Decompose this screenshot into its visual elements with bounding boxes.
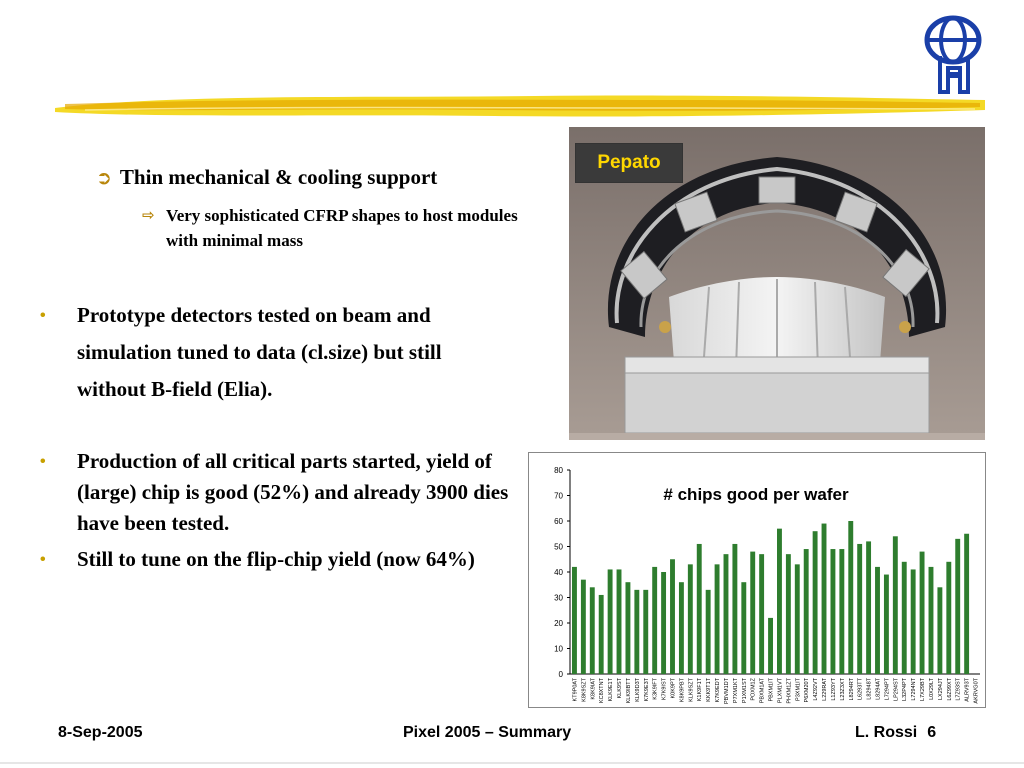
bullet-text: Production of all critical parts started, yield of (large) chip is good (52%) and already 3900 dies have been tested. <box>77 449 509 535</box>
y-tick-label: 50 <box>554 542 563 552</box>
x-tick-label: KLK9ST <box>617 678 624 699</box>
bar-KT9P0AT <box>572 567 577 674</box>
chart-title: # chips good per wafer <box>663 485 849 504</box>
x-tick-label: KT9P0AT <box>572 678 579 702</box>
x-tick-label: L23Z3XT <box>839 678 846 701</box>
x-tick-label: L4Z92VT <box>813 678 820 701</box>
bar-P6XM20T <box>804 549 809 674</box>
footer-author: L. Rossi <box>855 724 918 741</box>
bar-L7294NT <box>911 569 916 674</box>
bar-K8K9PBT <box>679 582 684 674</box>
bar-KKK9T1T <box>706 590 711 674</box>
x-tick-label: KC8XTNT <box>599 678 606 704</box>
x-tick-label: K8K9IAT <box>590 678 597 700</box>
bullet-text: Still to tune on the flip-chip yield (now 64%) <box>77 547 475 571</box>
x-tick-label: P1XM1ST <box>741 678 748 704</box>
bar-K7K9IST <box>661 572 666 674</box>
x-tick-label: L229RAT <box>822 678 829 701</box>
x-tick-label: L7Z93ST <box>955 678 962 701</box>
y-tick-label: 40 <box>554 568 563 577</box>
bar-PBVM1DT <box>724 554 729 674</box>
bar-KC8XTNT <box>599 595 604 674</box>
bar-KLK9SZT <box>688 564 693 674</box>
x-tick-label: K7K9E3T <box>643 678 650 702</box>
header-brush-stroke <box>55 88 985 122</box>
x-tick-label: L8294RT <box>848 678 855 701</box>
x-tick-label: K1K9F1T <box>697 678 704 702</box>
bar-L6Z99XT <box>946 562 951 674</box>
bar-K8K9SZT <box>581 580 586 674</box>
bar-K0K9PT <box>670 559 675 674</box>
bar-L0X29LT <box>929 567 934 674</box>
sub-bullet-heading <box>96 165 536 190</box>
bar-K8K9IAT <box>590 587 595 674</box>
bar-P7XM1KT <box>732 544 737 674</box>
bar-L32P4PT <box>902 562 907 674</box>
y-tick-label: 20 <box>554 619 563 628</box>
y-tick-label: 60 <box>554 517 563 526</box>
cern-logo-icon <box>918 10 988 96</box>
x-tick-label: LP294ST <box>893 678 900 701</box>
bar-L8294AT <box>875 567 880 674</box>
bar-PBXM1IT <box>768 618 773 674</box>
bullet-text: Prototype detectors tested on beam and simulation tuned to data (cl.size) but still without B-field (Elia). <box>77 303 442 401</box>
bar-L23Z3XT <box>839 549 844 674</box>
y-tick-label: 70 <box>554 491 563 501</box>
chips-per-wafer-chart <box>528 452 986 708</box>
outline-arrow-icon: ⇨ <box>142 206 155 224</box>
sub-bullet-text: Thin mechanical & cooling support <box>119 165 438 189</box>
bar-PBXM1AT <box>759 554 764 674</box>
x-tick-label: K8K9PBT <box>679 678 686 703</box>
footer-date: 8-Sep-2005 <box>58 724 143 741</box>
x-tick-label: L82948T <box>866 678 873 700</box>
x-tick-label: KKK9T1T <box>706 678 713 702</box>
bar-L8294RT <box>848 521 853 674</box>
curved-arrow-icon: ➲ <box>96 167 112 189</box>
x-tick-label: PBXM1IT <box>768 678 775 702</box>
bullet-dot-icon: • <box>40 551 46 568</box>
x-tick-label: P3XM1IT <box>795 678 802 701</box>
footer-title: Pixel 2005 – Summary <box>403 724 572 741</box>
x-tick-label: L0X29LT <box>928 678 935 700</box>
x-tick-label: K8K9SZT <box>581 678 588 702</box>
bar-K7K9E3T <box>643 590 648 674</box>
x-tick-label: PLXM1VT <box>777 678 784 704</box>
x-tick-label: KLK9IBTT <box>625 678 632 704</box>
x-tick-label: K0K9PT <box>670 678 677 699</box>
bar-P3XM1IT <box>795 564 800 674</box>
x-tick-label: P6XM20T <box>804 678 811 703</box>
bar-LX294JT <box>937 587 942 674</box>
sub-bullet-detail <box>142 203 522 253</box>
bar-L7294PT <box>884 575 889 674</box>
bar-L82948T <box>866 541 871 674</box>
bar-KLK9IBTT <box>625 582 630 674</box>
bullet-item <box>40 446 510 539</box>
x-tick-label: L1Z93YT <box>830 678 837 701</box>
x-tick-label: POXM1Z <box>750 678 757 701</box>
bar-KLK9E1T <box>608 569 613 674</box>
y-tick-label: 10 <box>554 644 563 654</box>
bar-L7Z93ST <box>955 539 960 674</box>
footer-author-page <box>855 724 936 742</box>
bullet-item <box>40 297 510 408</box>
x-tick-label: L6Z99XT <box>946 678 953 701</box>
x-tick-label: L6293TT <box>857 678 864 701</box>
bar-LP294ST <box>893 536 898 674</box>
footer-page-number: 6 <box>927 724 937 741</box>
photo-caption-label: Pepato <box>575 143 683 183</box>
x-tick-label: P7XM1KT <box>732 678 739 704</box>
bullet-dot-icon: • <box>40 307 46 324</box>
x-tick-label: L7294PT <box>884 678 891 701</box>
bar-K7K9EDT <box>715 564 720 674</box>
x-tick-label: L8294AT <box>875 678 882 700</box>
x-tick-label: L7X29BT <box>920 678 927 701</box>
bar-KLK9D3T <box>634 590 639 674</box>
bar-L229RAT <box>822 524 827 674</box>
y-tick-label: 80 <box>554 466 563 475</box>
bullet-item <box>40 544 510 575</box>
bar-L6293TT <box>857 544 862 674</box>
bar-K1K9F1T <box>697 544 702 674</box>
footer-divider <box>0 762 1024 764</box>
bar-L4Z92VT <box>813 531 818 674</box>
x-tick-label: KLK9D3T <box>634 678 641 702</box>
x-tick-label: KLK9E1T <box>608 678 615 702</box>
y-tick-label: 30 <box>554 593 563 603</box>
x-tick-label: ALRV93T <box>964 678 971 702</box>
bar-POXM1Z <box>750 552 755 674</box>
x-tick-label: PHXM1ZT <box>786 678 793 704</box>
x-tick-label: L32P4PT <box>902 678 909 701</box>
bar-PHXM1ZT <box>786 554 791 674</box>
sub-bullet-detail-text: Very sophisticated CFRP shapes to host modules with minimal mass <box>166 206 518 250</box>
x-tick-label: PBXM1AT <box>759 678 766 704</box>
bar-L7X29BT <box>920 552 925 674</box>
x-tick-label: L7294NT <box>911 678 918 701</box>
x-tick-label: K3K9IFT <box>652 678 659 700</box>
x-tick-label: KLK9SZT <box>688 678 695 702</box>
y-tick-label: 0 <box>558 670 563 679</box>
bar-PLXM1VT <box>777 529 782 674</box>
x-tick-label: PBVM1DT <box>723 678 730 704</box>
x-tick-label: K7K9EDT <box>715 678 722 703</box>
bar-P1XM1ST <box>741 582 746 674</box>
bar-L1Z93YT <box>830 549 835 674</box>
bar-K3K9IFT <box>652 567 657 674</box>
bar-ALRV93T <box>964 534 969 674</box>
bar-KLK9ST <box>617 569 622 674</box>
x-tick-label: LX294JT <box>937 678 944 701</box>
bullet-dot-icon: • <box>40 453 46 470</box>
x-tick-label: AKRVG0T <box>973 678 980 704</box>
x-tick-label: K7K9IST <box>661 678 668 701</box>
